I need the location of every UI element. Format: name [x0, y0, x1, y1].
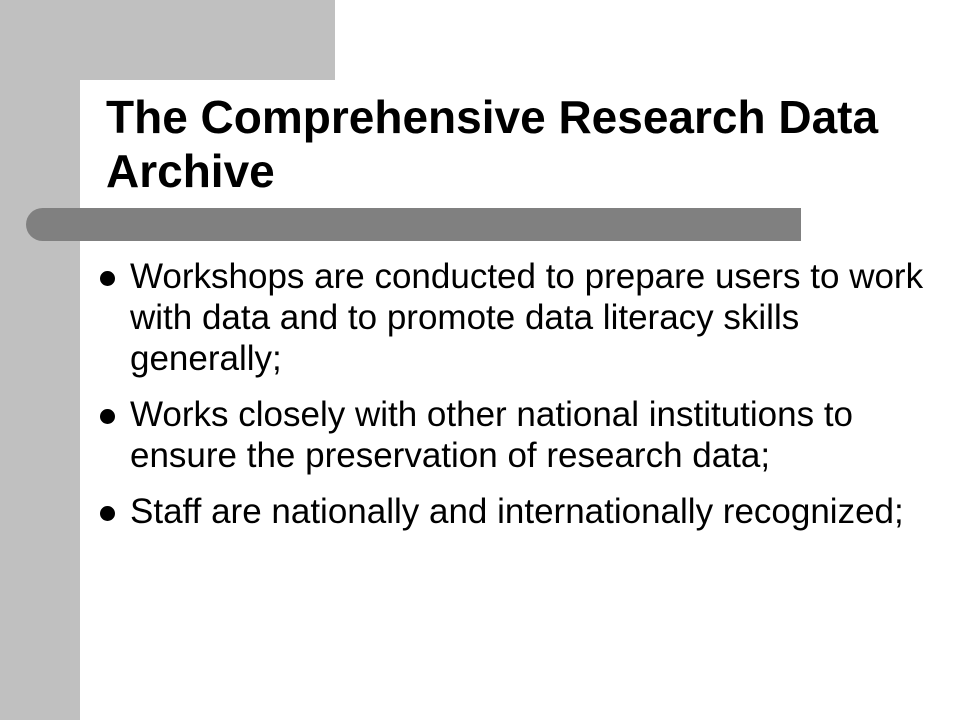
decorative-left-column: [0, 0, 80, 720]
bullet-text: Works closely with other national institutions to ensure the preservation of research data;: [130, 395, 854, 475]
bullet-icon: [100, 271, 115, 286]
bullet-item: [96, 256, 946, 379]
bullet-item: [96, 394, 946, 476]
bullet-text: Staff are nationally and internationally recognized;: [130, 492, 904, 531]
slide-title: The Comprehensive Research Data Archive: [106, 91, 879, 197]
bullet-item: [96, 491, 946, 532]
bullet-icon: [100, 506, 115, 521]
bullet-text: Workshops are conducted to prepare users to work with data and to promote data literacy skills generally;: [130, 257, 924, 378]
decorative-title-underline-bar: [26, 208, 801, 241]
bullet-list: [96, 256, 946, 547]
bullet-icon: [100, 409, 115, 424]
decorative-top-block: [80, 0, 335, 80]
